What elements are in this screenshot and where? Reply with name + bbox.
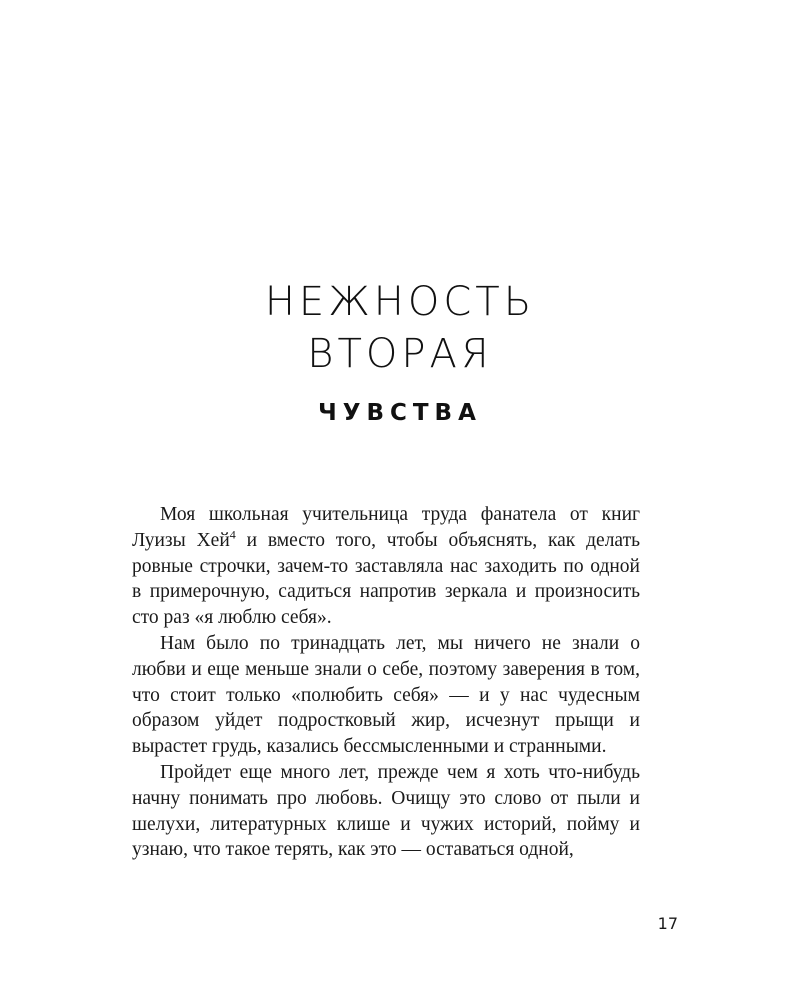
chapter-subtitle: ЧУВСТВА (318, 400, 482, 426)
chapter-title-line-1: НЕЖНОСТЬ (264, 279, 536, 325)
chapter-title-line-2: ВТОРАЯ (307, 331, 493, 377)
paragraph-2: Нам было по тринадцать лет, мы ничего не знали о любви и еще меньше знали о себе, поэтому заверения в том, что стоит только «полюбить себя» — и у нас чудесным образом уйдет подростковый жир, исчезнут прыщи и вырастет грудь, казались бессмысленными и странными. (132, 632, 640, 758)
paragraph-1-end: и вместо того, чтобы объяснять, как делать ровные строчки, зачем-то заставляла нас заходить по одной в примерочную, садиться напротив зеркала и произносить сто раз «я люблю себя». (132, 529, 640, 629)
paragraph-1-start: Моя школьная учительница труда фанатела от книг Луизы Хей (132, 504, 640, 551)
chapter-title (0, 276, 800, 380)
paragraph-1 (132, 502, 640, 631)
paragraph-3: Пройдет еще много лет, прежде чем я хоть что-нибудь начну понимать про любовь. Очищу это слово от пыли и шелухи, литературных клише и чужих историй, пойму и узнаю, что такое терять, как это — оставаться одной, (132, 761, 640, 861)
body-text (132, 502, 640, 863)
page-number: 17 (657, 914, 678, 933)
footnote-reference: 4 (229, 527, 236, 542)
